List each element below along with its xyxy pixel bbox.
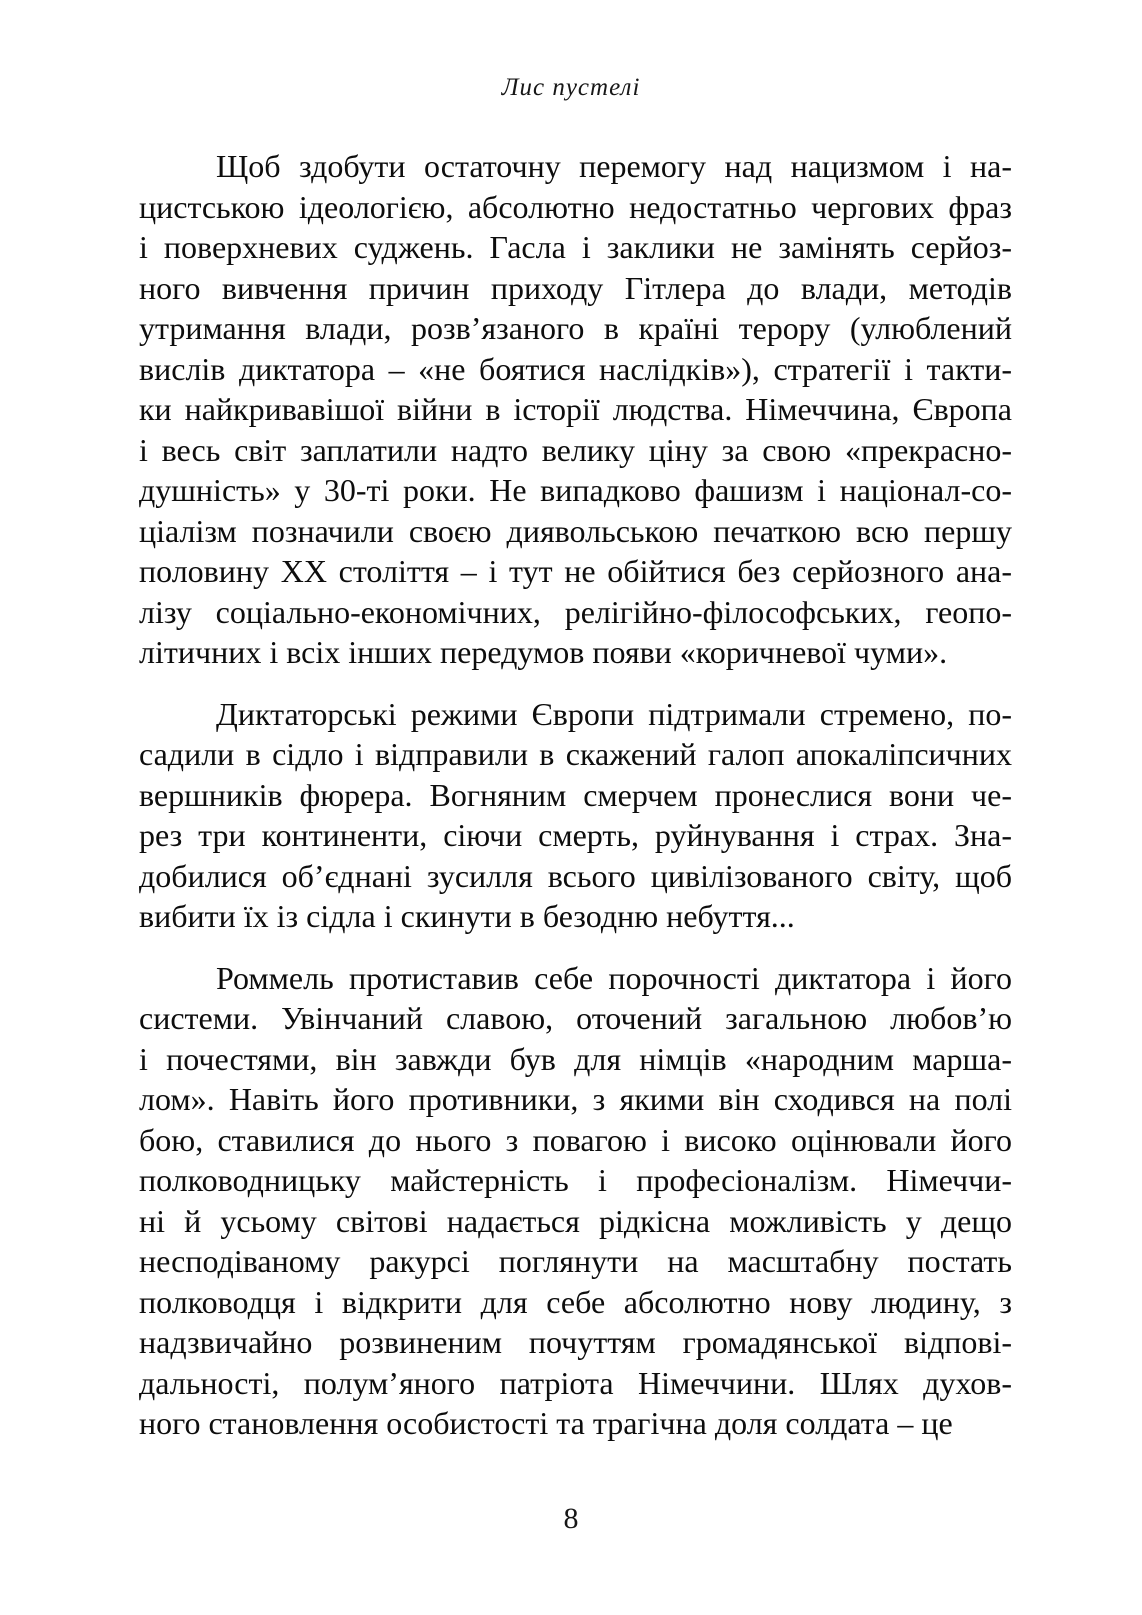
text-line: і почестями, він завжди був для німців «народним марша-: [139, 1040, 1012, 1077]
text-line: надзвичайно розвиненим почуттям громадянської відпові-: [139, 1324, 1012, 1360]
text-line: Роммель протиставив себе порочності диктатора і його: [216, 959, 1012, 996]
text-line: ного становлення особистості та трагічна доля солдата – це: [139, 1405, 953, 1441]
text-line: Щоб здобути остаточну перемогу над нацизмом і на-: [216, 148, 1012, 184]
text-line: і поверхневих суджень. Гасла і заклики не замінять серйоз-: [139, 229, 1012, 265]
text-line: ціалізм позначили своєю диявольською печаткою всю першу: [139, 512, 1012, 549]
running-head: Лис пустелі: [501, 74, 641, 101]
text-line: вислів диктатора – «не боятися наслідків»), стратегії і такти-: [139, 350, 1012, 387]
page-number: 8: [563, 1502, 579, 1535]
text-line: лізу соціально-економічних, релігійно-філософських, геопо-: [139, 593, 1012, 630]
text-line: несподіваному ракурсі поглянути на масштабну постать: [139, 1243, 1012, 1279]
text-line: дальності, полум’яного патріота Німеччини. Шлях духов-: [139, 1364, 1012, 1401]
text-line: вибити їх із сідла і скинути в безодню небуття...: [139, 898, 795, 934]
text-line: рез три континенти, сіючи смерть, руйнування і страх. Зна-: [139, 817, 1012, 853]
text-line: і весь світ заплатили надто велику ціну за свою «прекрасно-: [139, 431, 1012, 468]
text-line: садили в сідло і відправили в скажений галоп апокаліпсичних: [139, 736, 1012, 772]
text-line: ного вивчення причин приходу Гітлера до влади, методів: [139, 269, 1012, 306]
text-line: системи. Увінчаний славою, оточений загальною любов’ю: [139, 1000, 1012, 1036]
text-line: половину XX століття – і тут не обійтися без серйозного ана-: [139, 553, 1012, 589]
text-line: цистською ідеологією, абсолютно недостатньо чергових фраз: [139, 188, 1012, 225]
text-line: утримання влади, розв’язаного в країні терору (улюблений: [139, 310, 1012, 346]
paragraph: [139, 694, 1012, 937]
text-line: ні й усьому світові надається рідкісна можливість у дещо: [139, 1202, 1012, 1239]
text-line: вершників фюрера. Вогняним смерчем пронеслися вони че-: [139, 776, 1012, 813]
body-text: [139, 146, 1012, 1444]
text-line: душність» у 30-ті роки. Не випадково фашизм і націонал-со-: [139, 472, 1012, 508]
text-line: добилися об’єднані зусилля всього цивілізованого світу, щоб: [139, 857, 1012, 894]
text-line: ки найкривавішої війни в історії людства. Німеччина, Європа: [139, 391, 1012, 427]
text-line: літичних і всіх інших передумов появи «коричневої чуми».: [139, 634, 948, 670]
text-line: бою, ставилися до нього з повагою і високо оцінювали його: [139, 1121, 1012, 1158]
text-line: лом». Навіть його противники, з якими він сходився на полі: [139, 1081, 1012, 1117]
text-line: Диктаторські режими Європи підтримали стремено, по-: [216, 695, 1012, 732]
paragraph: [139, 146, 1012, 673]
text-line: полководця і відкрити для себе абсолютно нову людину, з: [139, 1283, 1012, 1320]
text-line: полководницьку майстерність і професіоналізм. Німеччи-: [139, 1162, 1012, 1198]
paragraph: [139, 958, 1012, 1444]
